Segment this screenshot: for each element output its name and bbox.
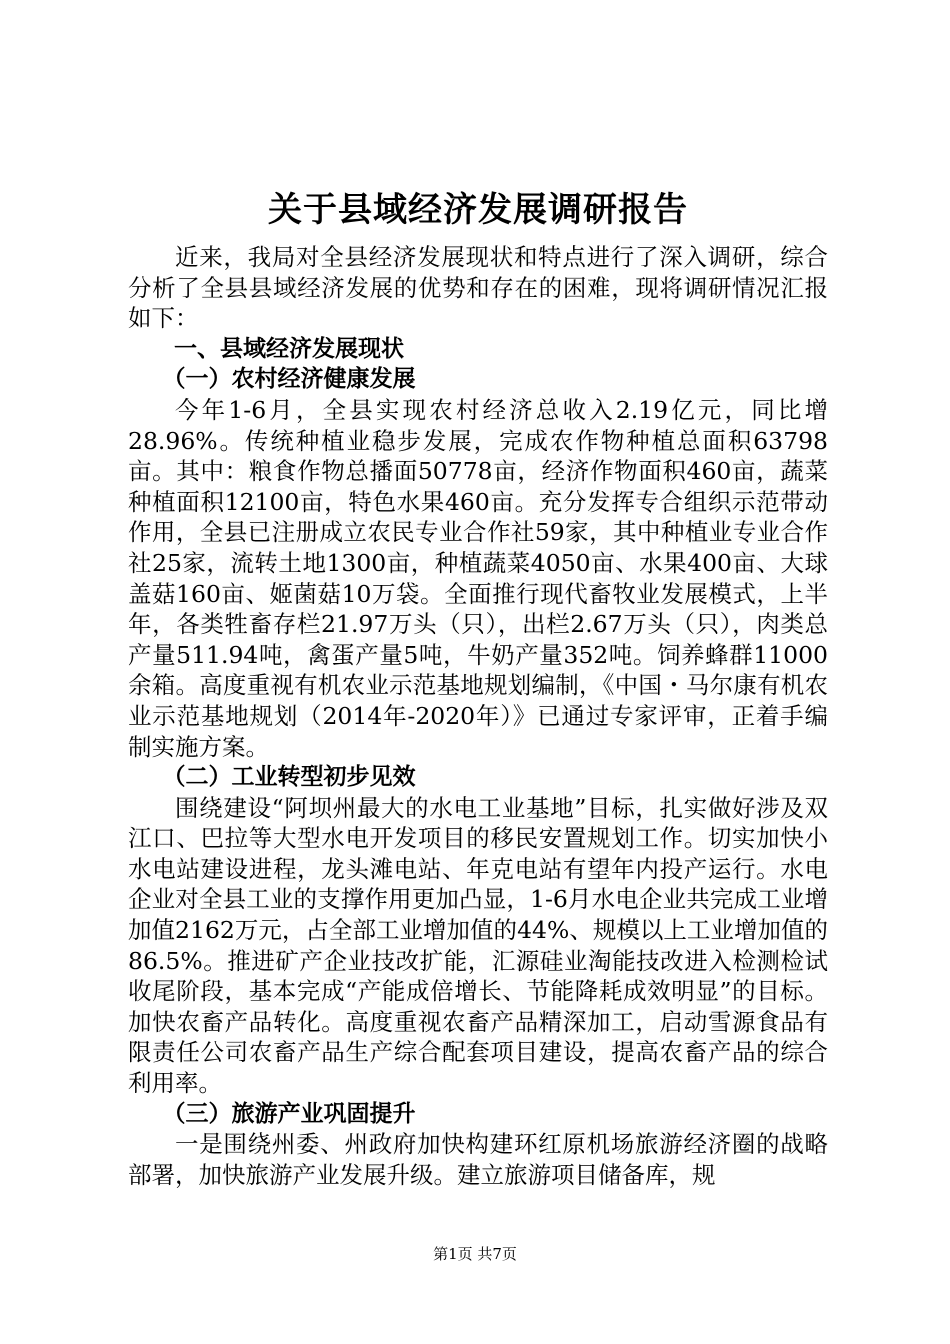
section-heading-1: 一、县域经济发展现状 bbox=[174, 335, 404, 362]
document-title: 关于县域经济发展调研报告 bbox=[268, 190, 688, 230]
intro-paragraph: 近来，我局对全县经济发展现状和特点进行了深入调研，综合分析了全县县域经济发展的优势和存在的困难，现将调研情况汇报如下： bbox=[128, 243, 828, 333]
subsection-heading-1: （一）农村经济健康发展 bbox=[162, 366, 416, 393]
subsection-body-2: 围绕建设“阿坝州最大的水电工业基地”目标，扎实做好涉及双江口、巴拉等大型水电开发项目的移民安置规划工作。切实加快小水电站建设进程，龙头滩电站、年克电站有望年内投产运行。水电企业对全县工业的支撑作用更加凸显，1-6月水电企业共完成工业增加值2162万元，占全部工业增加值的44%、规模以上工业增加值的86.5%。推进矿产企业技改扩能，汇源硅业淘能技改进入检测检试收尾阶段，基本完成“产能成倍增长、节能降耗成效明显”的目标。加快农畜产品转化。高度重视农畜产品精深加工，启动雪源食品有限责任公司农畜产品生产综合配套项目建设，提高农畜产品的综合利用率。 bbox=[128, 793, 828, 1098]
subsection-body-3: 一是围绕州委、州政府加快构建环红原机场旅游经济圈的战略部署，加快旅游产业发展升级。建立旅游项目储备库，规 bbox=[128, 1130, 828, 1189]
subsection-heading-2: （二）工业转型初步见效 bbox=[162, 764, 416, 791]
subsection-body-1: 今年1-6月，全县实现农村经济总收入2.19亿元，同比增28.96%。传统种植业稳步发展，完成农作物种植总面积63798亩。其中：粮食作物总播面50778亩，经济作物面积460亩，蔬菜种植面积12100亩，特色水果460亩。充分发挥专合组织示范带动作用，全县已注册成立农民专业合作社59家，其中种植业专业合作社25家，流转土地1300亩，种植蔬菜4050亩、水果400亩、大球盖菇160亩、姬菌菇10万袋。全面推行现代畜牧业发展模式，上半年，各类牲畜存栏21.97万头（只），出栏2.67万头（只），肉类总产量511.94吨，禽蛋产量5吨，牛奶产量352吨。饲养蜂群11000余箱。高度重视有机农业示范基地规划编制，《中国・马尔康有机农业示范基地规划（2014年-2020年）》已通过专家评审，正着手编制实施方案。 bbox=[128, 395, 828, 761]
document-body bbox=[128, 182, 828, 1190]
page-number-footer: 第1页 共7页 bbox=[433, 1245, 517, 1263]
subsection-heading-3: （三）旅游产业巩固提升 bbox=[162, 1100, 416, 1127]
